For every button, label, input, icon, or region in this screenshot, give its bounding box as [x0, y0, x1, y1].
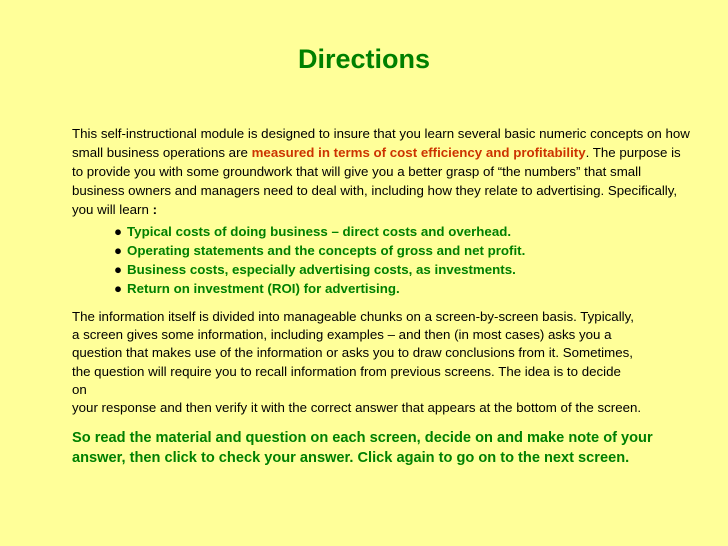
intro-text-end: . The purpose is to provide you with some groundwork that will give you a better grasp of “the numbers” that small business owners and managers need to deal with, including how they relate to advertising. Specifically, you will learn — [72, 145, 681, 217]
list-item-text: Typical costs of doing business – direct costs and overhead. — [127, 224, 512, 239]
intro-colon: : — [152, 202, 157, 217]
body-line: your response and then verify it with the correct answer that appears at the bottom of the screen. — [72, 400, 642, 416]
body-line: on — [72, 381, 87, 397]
intro-paragraph — [72, 124, 692, 219]
bullet-icon: ● — [114, 281, 123, 296]
list-item-text: Operating statements and the concepts of gross and net profit. — [127, 243, 526, 258]
list-item — [114, 222, 525, 241]
intro-highlight: measured in terms of cost efficiency and profitability — [251, 145, 586, 160]
body-line: question that makes use of the information or asks you to draw conclusions from it. Sometimes, — [72, 345, 633, 361]
list-item-text: Business costs, especially advertising costs, as investments. — [127, 262, 516, 277]
body-line: the question will require you to recall information from previous screens. The idea is to decide — [72, 363, 621, 379]
intro-text-start: This self-instructional module is designed to insure that you learn several basic numeric concepts on how small business operations are — [72, 126, 690, 160]
closing-instructions: So read the material and question on each screen, decide on and make note of your answer, then click to check your answer. Click again to go on to the next screen. — [72, 430, 653, 466]
list-item — [114, 279, 525, 298]
page-title: Directions — [297, 44, 431, 74]
body-line: a screen gives some information, including examples – and then (in most cases) asks you a — [72, 327, 612, 343]
list-item — [114, 241, 525, 260]
body-paragraph — [72, 308, 692, 417]
body-line: The information itself is divided into manageable chunks on a screen-by-screen basis. Typically, — [72, 309, 634, 324]
learning-topics-list — [114, 222, 525, 298]
bullet-icon: ● — [114, 243, 123, 258]
bullet-icon: ● — [114, 262, 123, 277]
bullet-icon: ● — [114, 224, 123, 239]
list-item — [114, 260, 525, 279]
list-item-text: Return on investment (ROI) for advertising. — [127, 281, 400, 296]
